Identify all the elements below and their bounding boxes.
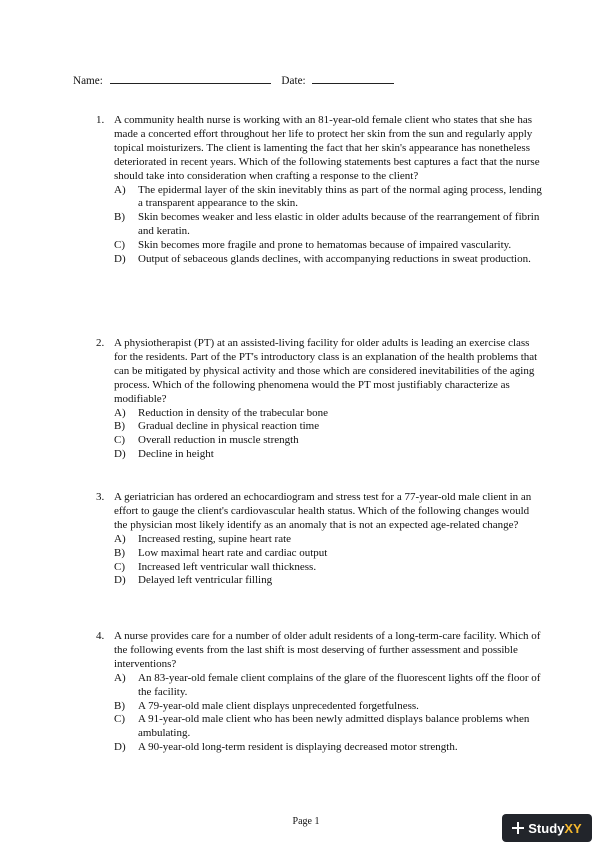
option-text: Delayed left ventricular filling [138, 574, 273, 587]
answer-option-a [96, 533, 544, 547]
question-1 [96, 114, 544, 267]
option-text: Decline in height [138, 448, 214, 461]
question-text: A nurse provides care for a number of older adult residents of a long-term-care facility. Which of the following events from the last shift is most deserving of further assessment and possible interventions? [114, 630, 541, 670]
option-letter: C) [114, 713, 125, 726]
option-letter: B) [114, 420, 125, 433]
question-text: A geriatrician has ordered an echocardiogram and stress test for a 77-year-old male client in an effort to gauge the client's cardiovascular health status. Which of the following changes would the physician most likely identify as an anomaly that is not an expected age-related change? [114, 491, 532, 531]
question-number: 1. [96, 114, 105, 126]
answer-options [96, 184, 544, 267]
option-letter: A) [114, 532, 126, 545]
name-blank-line [110, 72, 271, 84]
option-letter: C) [114, 560, 125, 573]
option-text: The epidermal layer of the skin inevitably thins as part of the normal aging process, lending a transparent appearance to the skin. [138, 183, 542, 210]
option-text: Low maximal heart rate and cardiac output [138, 546, 328, 559]
option-text: A 91-year-old male client who has been newly admitted displays balance problems when ambulating. [138, 713, 530, 740]
option-letter: D) [114, 741, 126, 754]
option-text: Gradual decline in physical reaction time [138, 420, 320, 433]
answer-option-d [96, 448, 544, 462]
name-date-header [73, 72, 394, 88]
option-text: Increased left ventricular wall thickness. [138, 560, 317, 573]
option-text: Skin becomes more fragile and prone to hematomas because of impaired vascularity. [138, 239, 512, 252]
option-letter: C) [114, 239, 125, 252]
question-text: A physiotherapist (PT) at an assisted-living facility for older adults is leading an exercise class for the residents. Part of the PT's introductory class is an explanation of the health problems that can be mitigated by physical activity and those which are considered inevitabilities of the aging process. Which of the following phenomena would the PT most justifiably characterize as modifiable? [114, 337, 538, 405]
option-text: Skin becomes weaker and less elastic in older adults because of the rearrangement of fibrin and keratin. [138, 211, 540, 238]
option-letter: D) [114, 253, 126, 266]
option-letter: D) [114, 448, 126, 461]
answer-option-a [96, 184, 544, 212]
answer-options [96, 672, 544, 755]
option-text: Reduction in density of the trabecular bone [138, 406, 328, 419]
date-label: Date: [281, 75, 306, 87]
question-number: 3. [96, 491, 105, 503]
option-letter: B) [114, 546, 125, 559]
answer-option-c [96, 561, 544, 575]
option-letter: C) [114, 434, 125, 447]
studyxy-logo[interactable] [502, 814, 592, 842]
answer-option-d [96, 741, 544, 755]
option-text: A 79-year-old male client displays unprecedented forgetfulness. [138, 699, 419, 712]
question-3 [96, 491, 544, 588]
plus-icon [512, 822, 524, 834]
question-stem [96, 337, 544, 407]
answer-options [96, 533, 544, 589]
answer-option-b [96, 211, 544, 239]
option-text: Overall reduction in muscle strength [138, 434, 299, 447]
question-4 [96, 630, 544, 755]
answer-option-b [96, 547, 544, 561]
answer-option-a [96, 672, 544, 700]
page-number: Page 1 [292, 816, 320, 827]
name-label: Name: [73, 75, 103, 87]
question-stem [96, 491, 544, 533]
date-blank-line [312, 72, 394, 84]
answer-options [96, 407, 544, 463]
option-text: A 90-year-old long-term resident is displaying decreased motor strength. [138, 741, 458, 754]
answer-option-c [96, 239, 544, 253]
option-text: Increased resting, supine heart rate [138, 532, 292, 545]
option-letter: B) [114, 699, 125, 712]
brand-name-accent: XY [564, 820, 582, 836]
answer-option-c [96, 713, 544, 741]
option-letter: D) [114, 574, 126, 587]
option-text: Output of sebaceous glands declines, with accompanying reductions in sweat production. [138, 253, 531, 266]
question-number: 2. [96, 337, 105, 349]
answer-option-d [96, 253, 544, 267]
question-2 [96, 337, 544, 462]
option-letter: B) [114, 211, 125, 224]
answer-option-b [96, 420, 544, 434]
option-letter: A) [114, 183, 126, 196]
answer-option-d [96, 574, 544, 588]
question-text: A community health nurse is working with an 81-year-old female client who states that she has made a concerted effort throughout her life to protect her skin from the sun and regularly apply topical moisturizers. The client is lamenting the fact that her skin's appearance has nonetheless deteriorated in recent years. Which of the following statements best captures a fact that the nurse should take into consideration when crafting a response to the client? [114, 114, 540, 182]
question-stem [96, 630, 544, 672]
answer-option-b [96, 700, 544, 714]
option-letter: A) [114, 671, 126, 684]
option-text: An 83-year-old female client complains of the glare of the fluorescent lights off the floor of the facility. [138, 671, 541, 698]
option-letter: A) [114, 406, 126, 419]
brand-name-main: Study [528, 820, 565, 836]
answer-option-a [96, 407, 544, 421]
question-number: 4. [96, 630, 105, 642]
answer-option-c [96, 434, 544, 448]
question-stem [96, 114, 544, 184]
